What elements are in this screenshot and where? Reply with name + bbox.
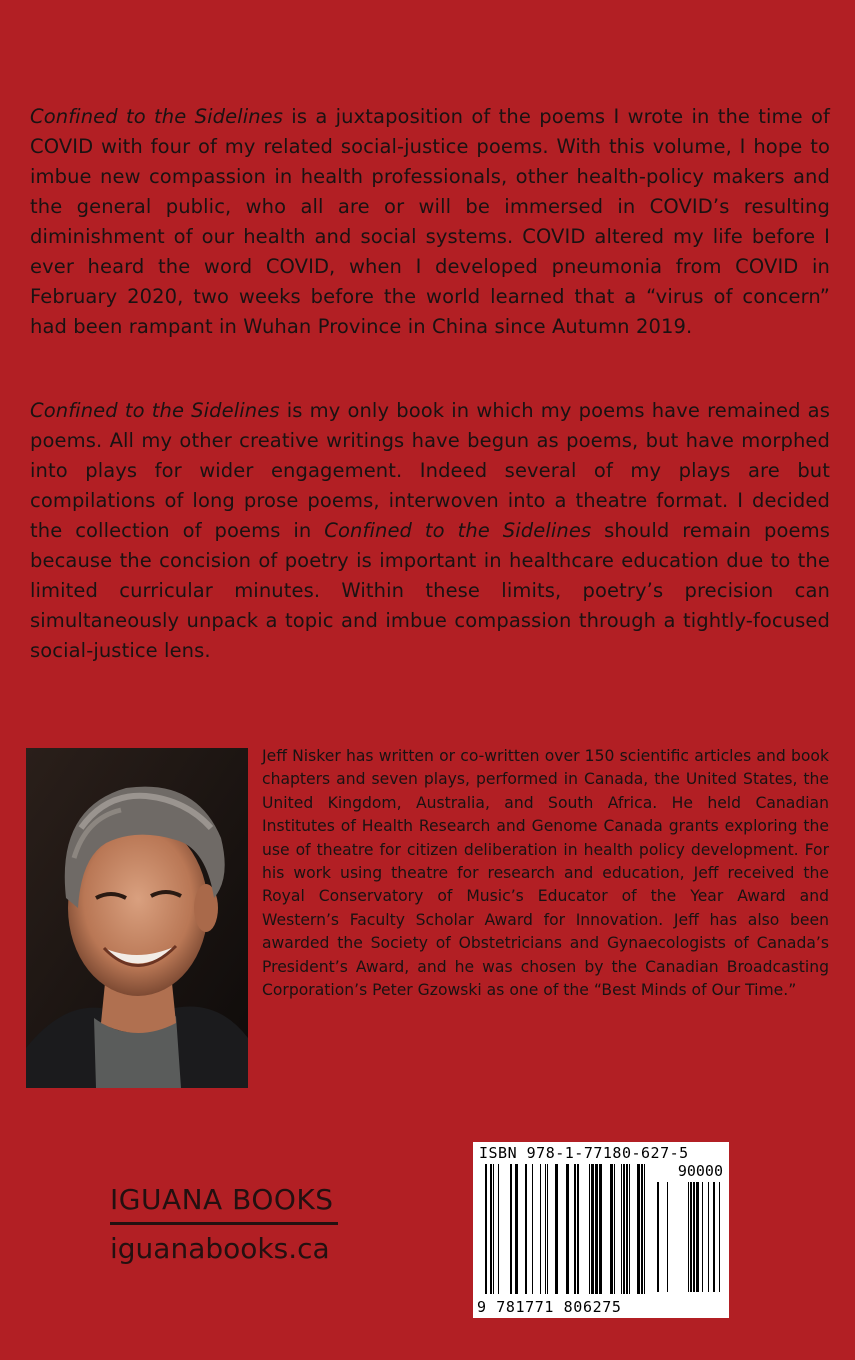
- author-bio: Jeff Nisker has written or co-written over 150 scientific articles and book chapters and seven plays, performed in Canada, the United States, the United Kingdom, Australia, and South Africa. He held Canadian Institutes of Health Research and Genome Canada grants exploring the use of theatre for citizen deliberation in health policy development. For his work using theatre for research and education, Jeff received the Royal Conservatory of Music’s Educator of the Year Award and Western’s Faculty Scholar Award for Innovation. Jeff has also been awarded the Society of Obstetricians and Gynaecologists of Canada’s President’s Award, and he was chosen by the Canadian Broadcasting Corporation’s Peter Gzowski as one of the “Best Minds of Our Time.”: [262, 747, 829, 1000]
- publisher-name: IGUANA BOOKS: [110, 1183, 334, 1216]
- blurb-paragraph-1: [30, 102, 830, 342]
- publisher-divider: [110, 1222, 338, 1225]
- ean-digits: 9 781771 806275: [477, 1298, 622, 1316]
- publisher-block: [110, 1182, 340, 1267]
- book-title-italic: Confined to the Sidelines: [30, 105, 284, 128]
- blurb-text: is a juxtaposition of the poems I wrote in the time of COVID with four of my related social-justice poems. With this volume, I hope to imbue new compassion in health professionals, other health-policy makers and the general public, who all are or will be immersed in COVID’s resulting diminishment of our health and social systems. COVID altered my life before I ever heard the word COVID, when I developed pneumonia from COVID in February 2020, two weeks before the world learned that a “virus of concern” had been rampant in Wuhan Province in China since Autumn 2019.: [30, 105, 830, 338]
- blurb-paragraph-2: [30, 396, 830, 666]
- blurb-text: is my only book in which my poems have remained as poems. All my other creative writings have begun as poems, but have morphed into plays for wider engagement. Indeed several of my plays are but compilations of long prose poems, interwoven into a theatre format. I decided the collection of poems in: [30, 399, 830, 542]
- publisher-website: iguanabooks.ca: [110, 1232, 330, 1265]
- book-title-italic: Confined to the Sidelines: [324, 519, 592, 542]
- barcode-bars: [473, 1142, 729, 1318]
- isbn-text: ISBN 978-1-77180-627-5: [479, 1144, 689, 1162]
- author-photo: [26, 748, 248, 1088]
- author-portrait-image: [26, 748, 248, 1088]
- blurb-text: should remain poems because the concision of poetry is important in healthcare education due to the limited curricular minutes. Within these limits, poetry’s precision can simultaneously unpack a topic and imbue compassion through a tightly-focused social-justice lens.: [30, 519, 830, 662]
- price-code: 90000: [677, 1162, 723, 1180]
- book-title-italic: Confined to the Sidelines: [30, 399, 280, 422]
- isbn-barcode: [473, 1142, 729, 1318]
